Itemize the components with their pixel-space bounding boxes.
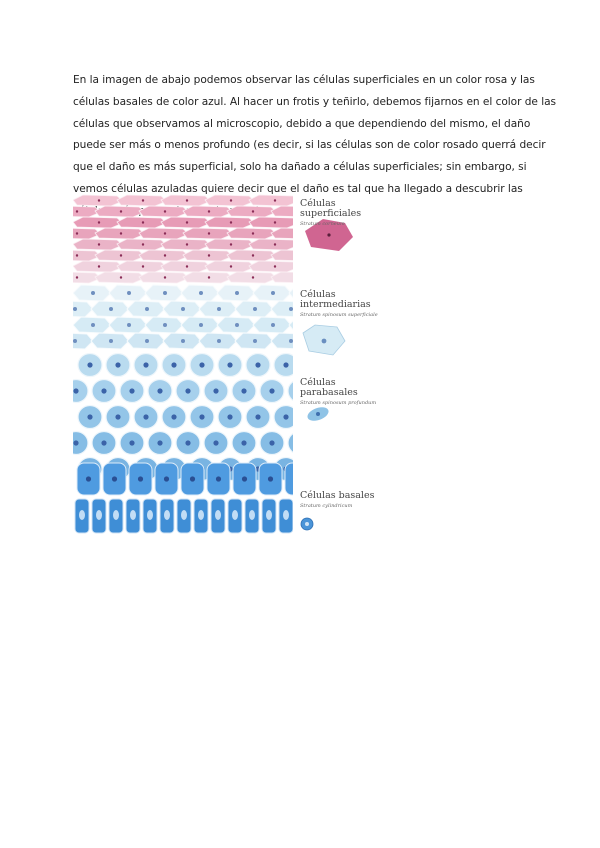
- intermediate-cell-nucleus: [217, 339, 221, 343]
- parabasal-cell-nucleus: [227, 362, 232, 367]
- superficial-cell-nucleus: [252, 210, 254, 212]
- superficial-cell: [249, 261, 293, 272]
- superficial-cell-nucleus: [164, 232, 166, 234]
- label-intermediarias-title-2: intermediarias: [300, 299, 371, 310]
- intermediate-cell-nucleus: [91, 291, 95, 295]
- superficial-cell-nucleus: [186, 243, 188, 245]
- superficial-cell: [271, 250, 293, 261]
- label-superficiales-sub: Stratum corneum: [300, 221, 345, 227]
- parabasal-cell-nucleus: [171, 362, 176, 367]
- parabasal-cell-nucleus: [129, 440, 134, 445]
- superficial-cell-nucleus: [252, 232, 254, 234]
- superficial-cell-nucleus: [76, 232, 78, 234]
- parabasal-cell-nucleus: [185, 440, 190, 445]
- superficial-cell-nucleus: [208, 276, 210, 278]
- label-superficiales-title: Células superficiales: [300, 198, 362, 219]
- deep-parabasal-cell-nucleus: [138, 476, 143, 481]
- basal-cell-nucleus: [266, 510, 272, 520]
- superficial-cell-nucleus: [142, 221, 144, 223]
- superficial-cell-nucleus: [274, 199, 276, 201]
- intermediate-cell-nucleus: [271, 323, 275, 327]
- superficial-cell-nucleus: [120, 254, 122, 256]
- parabasal-cell-nucleus: [255, 414, 260, 419]
- parabasal-cell-nucleus: [213, 440, 218, 445]
- intermediate-cell-nucleus: [127, 291, 131, 295]
- basal-cell-nucleus: [215, 510, 221, 520]
- intermediate-cell-nucleus: [271, 291, 275, 295]
- intermediate-cell-nucleus: [145, 339, 149, 343]
- deep-parabasal-cell-nucleus: [112, 476, 117, 481]
- intermediate-cell-nucleus: [235, 323, 239, 327]
- example-cells: [293, 193, 393, 535]
- deep-parabasal-cell-nucleus: [242, 476, 247, 481]
- intermediate-cell-nucleus: [181, 339, 185, 343]
- superficial-cell-nucleus: [327, 233, 330, 236]
- label-parabasales-title: Células parabasales: [300, 377, 358, 398]
- paragraph-line: células que observamos al microscopio, debido a que dependiendo del mismo, el daño: [73, 117, 531, 130]
- intermediate-cell-nucleus: [109, 339, 113, 343]
- label-parabasales-sub: Stratum spinosum profundum: [300, 400, 377, 406]
- superficial-cell-nucleus: [274, 265, 276, 267]
- parabasal-cell-nucleus: [255, 362, 260, 367]
- parabasal-cell-nucleus: [143, 414, 148, 419]
- superficial-cell-nucleus: [98, 221, 100, 223]
- superficial-cell-nucleus: [142, 199, 144, 201]
- superficial-cell-nucleus: [252, 276, 254, 278]
- superficial-cell-nucleus: [142, 265, 144, 267]
- paragraph-line: puede ser más o menos profundo (es decir, si las células son de color rosado querrá decir: [73, 139, 546, 152]
- intermediate-cell-nucleus: [163, 323, 167, 327]
- superficial-cell: [271, 228, 293, 239]
- superficial-cell-nucleus: [76, 276, 78, 278]
- parabasal-cell-nucleus: [316, 412, 320, 416]
- superficial-cell-nucleus: [142, 243, 144, 245]
- intermediate-cell-nucleus: [322, 339, 327, 344]
- label-basales-sub: Stratum cylindricum: [300, 503, 353, 509]
- parabasal-cell-nucleus: [241, 440, 246, 445]
- intermediate-cell-nucleus: [91, 323, 95, 327]
- superficial-cell-nucleus: [208, 210, 210, 212]
- parabasal-cell-nucleus: [241, 388, 246, 393]
- paragraph-line: que el daño es más superficial, solo ha dañado a células superficiales; sin embargo, si: [73, 161, 527, 174]
- superficial-cell-nucleus: [274, 221, 276, 223]
- parabasal-cell-nucleus: [157, 388, 162, 393]
- parabasal-cell-nucleus: [283, 362, 288, 367]
- deep-parabasal-cell-nucleus: [86, 476, 91, 481]
- intermediate-cell-nucleus: [253, 339, 257, 343]
- epithelium-illustration: [73, 193, 393, 535]
- superficial-cell: [249, 217, 293, 228]
- intermediate-cell-nucleus: [73, 339, 77, 343]
- superficial-cell-nucleus: [120, 232, 122, 234]
- superficial-cell-nucleus: [230, 199, 232, 201]
- superficial-cell-nucleus: [208, 232, 210, 234]
- basal-cell-nucleus: [130, 510, 136, 520]
- basal-cell-nucleus: [96, 510, 102, 520]
- superficial-cell-nucleus: [120, 210, 122, 212]
- intermediate-cell-nucleus: [145, 307, 149, 311]
- superficial-cell-nucleus: [76, 254, 78, 256]
- intermediate-cell-nucleus: [199, 323, 203, 327]
- superficial-cell-nucleus: [164, 276, 166, 278]
- parabasal-cell-nucleus: [283, 414, 288, 419]
- parabasal-cell-nucleus: [199, 414, 204, 419]
- parabasal-cell-nucleus: [269, 388, 274, 393]
- basal-cell-nucleus: [249, 510, 255, 520]
- deep-parabasal-cell-nucleus: [216, 476, 221, 481]
- intermediate-cell-nucleus: [181, 307, 185, 311]
- basal-cell-nucleus: [198, 510, 204, 520]
- deep-parabasal-cell-nucleus: [164, 476, 169, 481]
- parabasal-cell-nucleus: [73, 388, 78, 393]
- paragraph-line: células basales de color azul. Al hacer un frotis y teñirlo, debemos fijarnos en el color de las: [73, 95, 557, 108]
- basal-cell-nucleus: [181, 510, 187, 520]
- label-parabasales: [300, 378, 393, 406]
- superficial-cell-nucleus: [230, 265, 232, 267]
- intermediate-cell-nucleus: [109, 307, 113, 311]
- parabasal-cell-nucleus: [143, 362, 148, 367]
- parabasal-cell-nucleus: [101, 440, 106, 445]
- superficial-cell-nucleus: [186, 221, 188, 223]
- superficial-cell-nucleus: [164, 254, 166, 256]
- parabasal-cell-nucleus: [87, 362, 92, 367]
- intermediate-cell-nucleus: [235, 291, 239, 295]
- label-intermediarias-title-1: Células: [300, 289, 336, 300]
- superficial-cell-nucleus: [186, 265, 188, 267]
- superficial-cell-nucleus: [76, 210, 78, 212]
- superficial-cell-nucleus: [274, 243, 276, 245]
- superficial-cell-nucleus: [252, 254, 254, 256]
- label-basales: [300, 491, 374, 509]
- label-superficiales: [300, 199, 393, 227]
- parabasal-cell-nucleus: [199, 362, 204, 367]
- basal-cell-nucleus: [305, 522, 309, 526]
- superficial-cell-nucleus: [208, 254, 210, 256]
- label-intermediarias-sub: Stratum spinosum superficiale: [300, 312, 378, 318]
- paragraph-line: En la imagen de abajo podemos observar las células superficiales en un color rosa y las: [73, 74, 535, 86]
- superficial-cell-nucleus: [98, 199, 100, 201]
- basal-cell-nucleus: [232, 510, 238, 520]
- parabasal-cell-nucleus: [87, 414, 92, 419]
- basal-cell-nucleus: [113, 510, 119, 520]
- superficial-cell-nucleus: [98, 265, 100, 267]
- intermediate-cell-nucleus: [127, 323, 131, 327]
- intermediate-cell-nucleus: [253, 307, 257, 311]
- superficial-cell-nucleus: [120, 276, 122, 278]
- parabasal-cell-nucleus: [157, 440, 162, 445]
- parabasal-cell-nucleus: [227, 414, 232, 419]
- parabasal-cell-nucleus: [269, 440, 274, 445]
- paragraph-line: vemos células azuladas quiere decir que el daño es tal que ha llegado a descubrir las: [73, 182, 523, 195]
- superficial-cell-nucleus: [98, 243, 100, 245]
- basal-cell-nucleus: [79, 510, 85, 520]
- basal-cell-nucleus: [147, 510, 153, 520]
- intermediate-cell-nucleus: [73, 307, 77, 311]
- superficial-cell: [249, 195, 293, 206]
- deep-parabasal-cell: [285, 463, 293, 495]
- intermediate-cell-nucleus: [217, 307, 221, 311]
- label-basales-title: Células basales: [300, 490, 375, 501]
- label-intermediarias: [300, 290, 378, 318]
- superficial-cell-nucleus: [230, 221, 232, 223]
- basal-cell-nucleus: [283, 510, 289, 520]
- superficial-cell-nucleus: [164, 210, 166, 212]
- superficial-cell-nucleus: [186, 199, 188, 201]
- basal-cell-nucleus: [164, 510, 170, 520]
- parabasal-cell-nucleus: [115, 414, 120, 419]
- parabasal-cell-nucleus: [101, 388, 106, 393]
- intermediate-cell-nucleus: [163, 291, 167, 295]
- parabasal-cell-nucleus: [115, 362, 120, 367]
- intermediate-cell-nucleus: [199, 291, 203, 295]
- parabasal-cell-nucleus: [73, 440, 78, 445]
- epithelium-layers: [73, 193, 293, 535]
- superficial-cell-nucleus: [230, 243, 232, 245]
- parabasal-cell-nucleus: [185, 388, 190, 393]
- superficial-cell: [271, 206, 293, 217]
- parabasal-cell-nucleus: [213, 388, 218, 393]
- superficial-cell: [271, 272, 293, 283]
- deep-parabasal-cell-nucleus: [268, 476, 273, 481]
- superficial-cell: [249, 239, 293, 250]
- parabasal-cell-nucleus: [129, 388, 134, 393]
- deep-parabasal-cell-nucleus: [190, 476, 195, 481]
- parabasal-cell-nucleus: [171, 414, 176, 419]
